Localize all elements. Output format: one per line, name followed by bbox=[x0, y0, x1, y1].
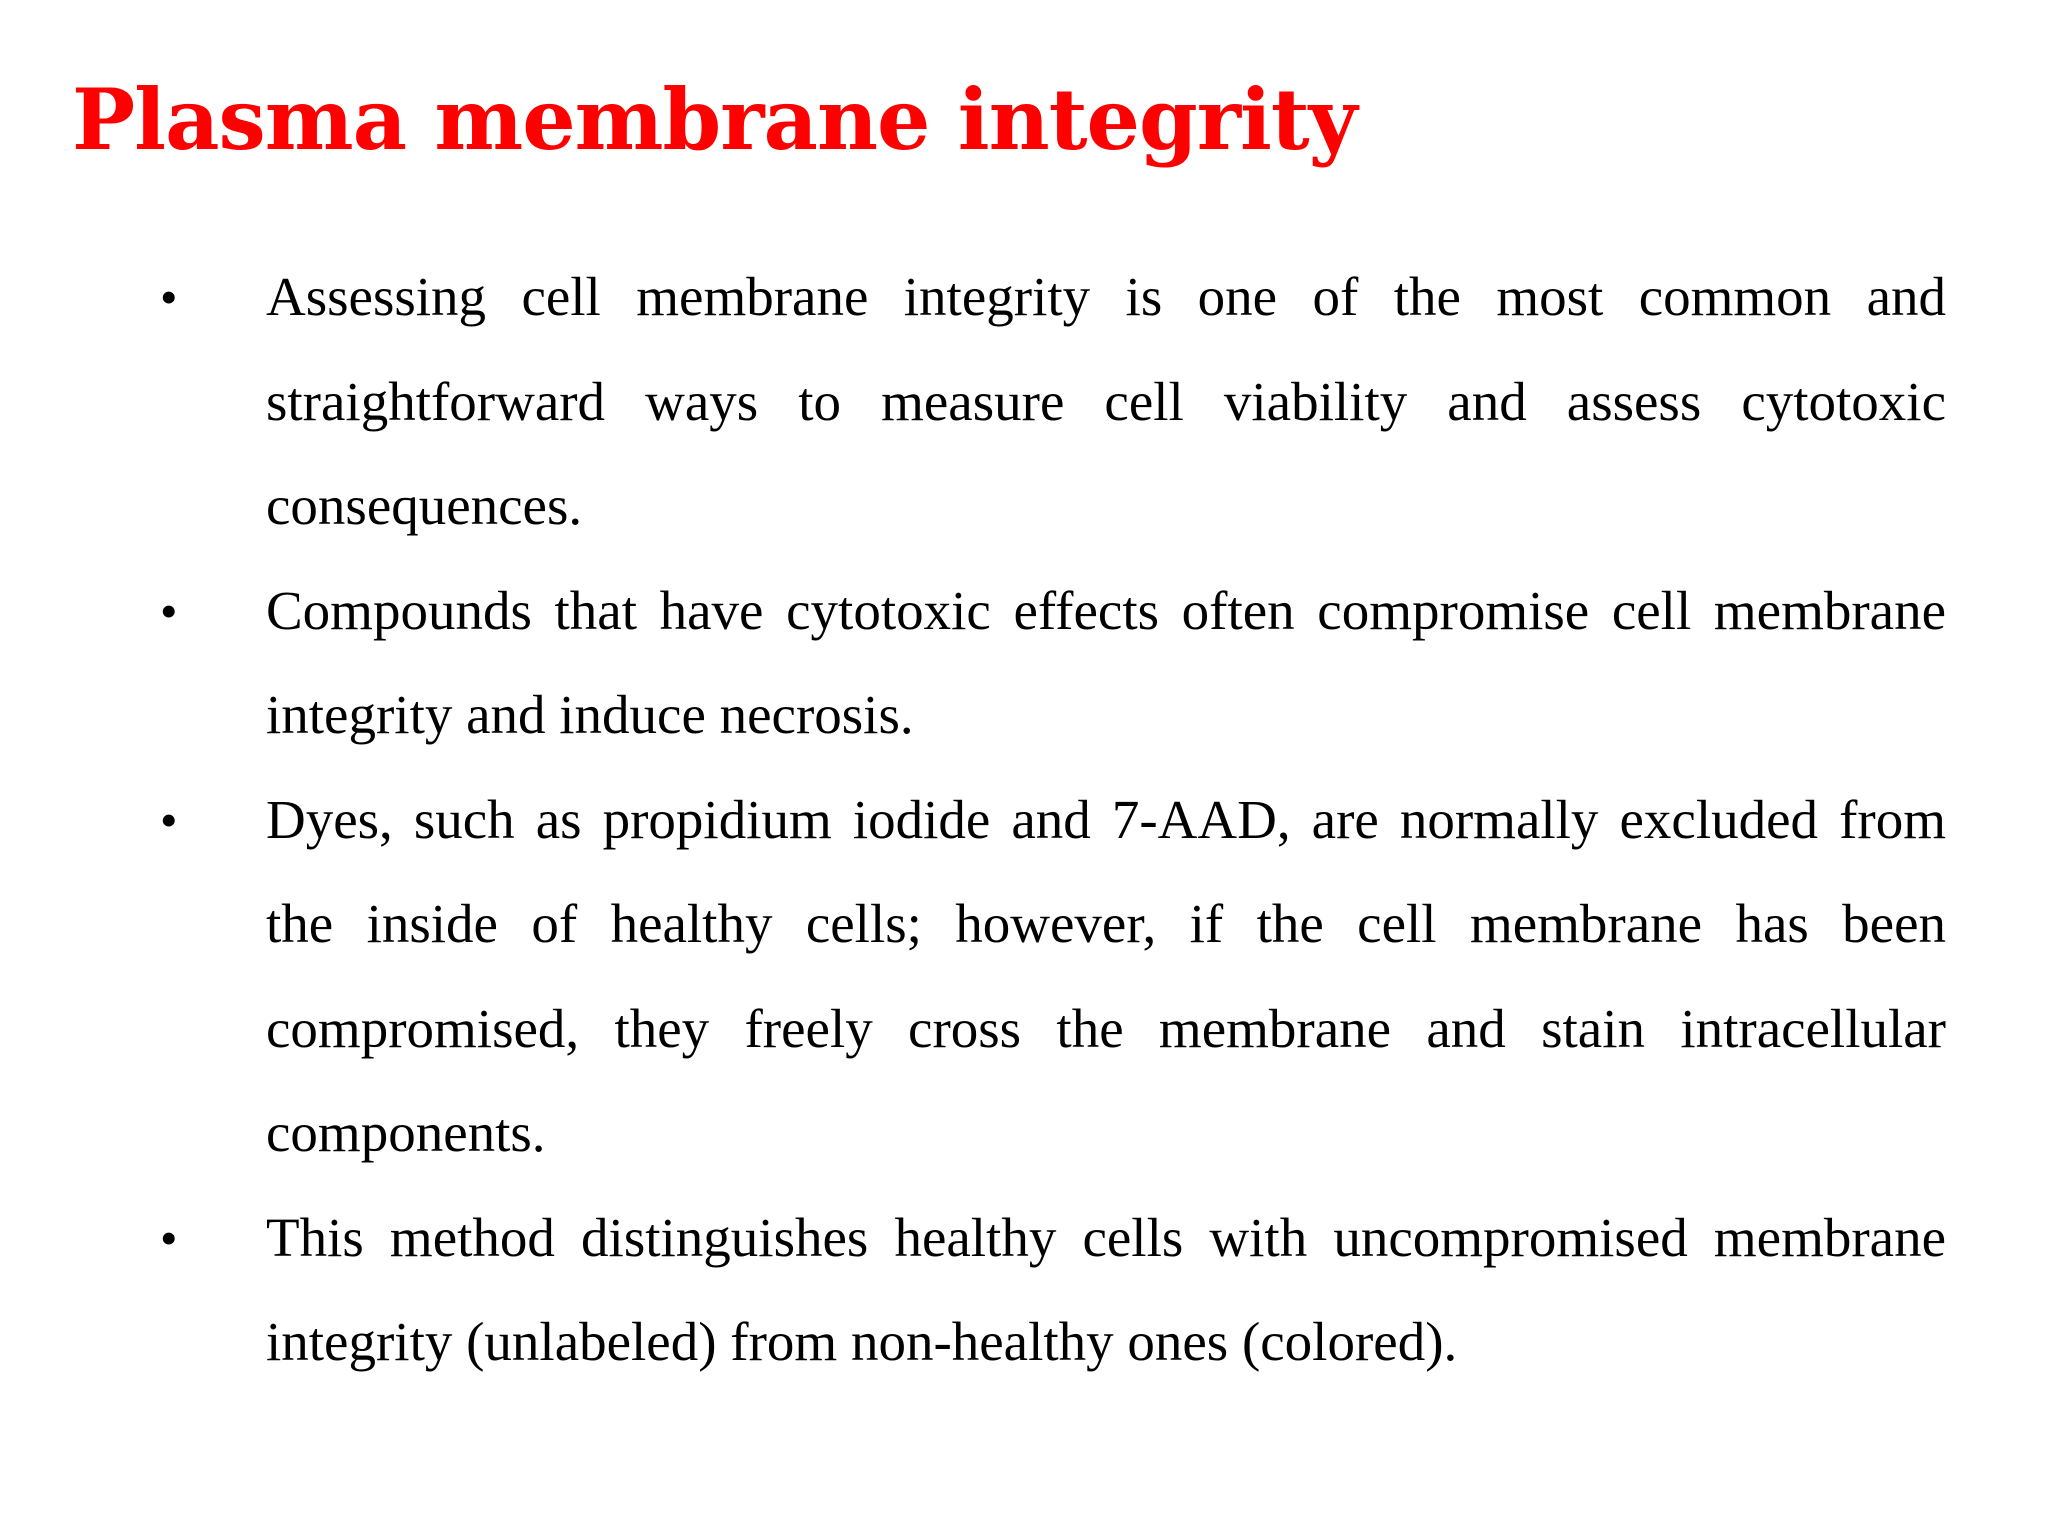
bullet-text: Dyes, such as propidium iodide and 7-AAD, are normally excluded from the inside of healthy cells; however, if the cell membrane has been compromised, they freely cross the membrane and stain intracellular components. bbox=[266, 788, 1946, 1163]
slide-title: Plasma membrane integrity bbox=[72, 70, 1357, 169]
bullet-item bbox=[0, 559, 2048, 768]
bullet-item bbox=[0, 1186, 2048, 1395]
bullet-point: • bbox=[160, 582, 178, 639]
bullet-item bbox=[0, 245, 2048, 559]
bullet-point: • bbox=[160, 269, 178, 325]
bullet-text: This method distinguishes healthy cells with uncompromised membrane integrity (unlabeled) from non-healthy ones (colored). bbox=[266, 1206, 1946, 1372]
bullet-item bbox=[0, 768, 2048, 1186]
bullet-text: Compounds that have cytotoxic effects often compromise cell membrane integrity and induce necrosis. bbox=[266, 579, 1946, 745]
bullet-text: Assessing cell membrane integrity is one of the most common and straightforward ways to measure cell viability and assess cytotoxic consequences. bbox=[266, 266, 1946, 536]
bullet-list bbox=[0, 245, 2048, 1395]
bullet-point: • bbox=[160, 791, 178, 848]
bullet-point: • bbox=[160, 1209, 178, 1266]
